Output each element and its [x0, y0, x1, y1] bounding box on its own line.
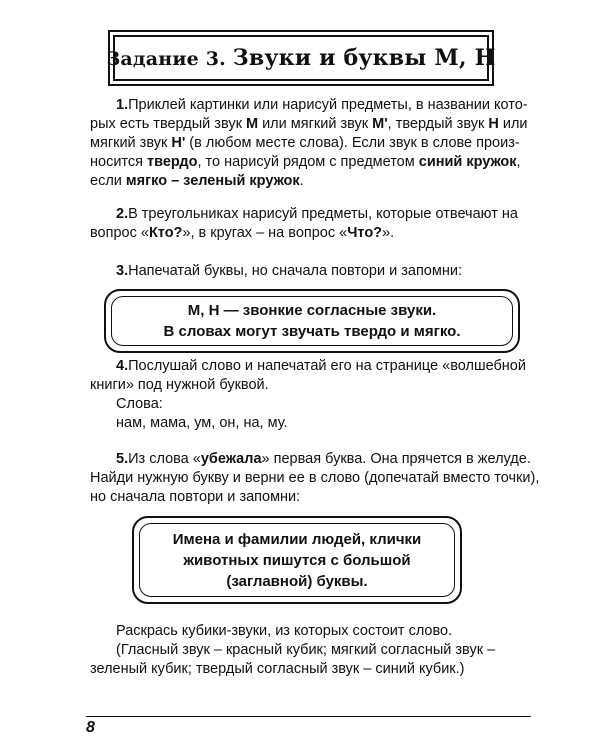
- task-5-line-3: но сначала повтори и запомни:: [90, 489, 301, 505]
- task-2: [90, 205, 530, 243]
- task-6-line-1: Раскрась кубики-звуки, из которых состоит слово.: [116, 623, 453, 639]
- page-number: 8: [86, 719, 95, 736]
- rule-1-line-2: В словах могут звучать твердо и мягко.: [163, 323, 461, 340]
- task-5-line-2: Найди нужную букву и верни ее в слово (допечатай вместо точки),: [90, 470, 540, 486]
- task-1-line-4: носится твердо, то нарисуй рядом с предметом синий кружок,: [90, 154, 521, 170]
- task-4: [90, 357, 530, 433]
- title-frame: [108, 30, 494, 86]
- task-2-line-1: 2.В треугольниках нарисуй предметы, которые отвечают на: [116, 206, 518, 222]
- rule-1-line-1: М, Н — звонкие согласные звуки.: [187, 302, 437, 319]
- task-2-line-2: вопрос «Кто?», в кругах – на вопрос «Что?».: [90, 225, 395, 241]
- task-6: [90, 622, 530, 679]
- task-1-line-1: 1.Приклей картинки или нарисуй предметы, в названии кото-: [116, 97, 528, 113]
- task-1-line-2: рых есть твердый звук М или мягкий звук М', твердый звук Н или: [90, 116, 528, 132]
- task-1: [90, 96, 530, 191]
- task-4-words: нам, мама, ум, он, на, му.: [116, 415, 288, 431]
- task-6-line-3: зеленый кубик; твердый согласный звук – синий кубик.): [90, 661, 465, 677]
- task-4-line-2: книги» под нужной буквой.: [90, 377, 269, 393]
- rule-box-voiced-consonants-inner: [111, 296, 513, 346]
- rule-box-capital-letters-inner: [139, 523, 455, 597]
- task-3-line-1: 3.Напечатай буквы, но сначала повтори и запомни:: [116, 263, 462, 279]
- task-5-line-1: 5.Из слова «убежала» первая буква. Она прячется в желуде.: [116, 451, 531, 467]
- page-title: Задание 3. Звуки и буквы М, Н: [106, 45, 496, 71]
- title-inner-border: [106, 35, 496, 81]
- task-4-line-1: 4.Послушай слово и напечатай его на странице «волшебной: [116, 358, 526, 374]
- footer-rule: [86, 716, 531, 717]
- rule-box-capital-letters: [132, 516, 462, 604]
- task-1-line-3: мягкий звук Н' (в любом месте слова). Если звук в слове произ-: [90, 135, 520, 151]
- task-1-line-5: если мягко – зеленый кружок.: [90, 173, 304, 189]
- rule-2-line-3: (заглавной) буквы.: [226, 572, 368, 590]
- rule-box-voiced-consonants: [104, 289, 520, 353]
- task-5: [90, 450, 540, 507]
- task-4-words-label: Слова:: [116, 396, 163, 412]
- task-3: [90, 262, 530, 281]
- rule-2-line-1: Имена и фамилии людей, клички: [172, 530, 422, 548]
- task-6-line-2: (Гласный звук – красный кубик; мягкий согласный звук –: [116, 642, 496, 658]
- rule-2-line-2: животных пишутся с большой: [183, 551, 411, 569]
